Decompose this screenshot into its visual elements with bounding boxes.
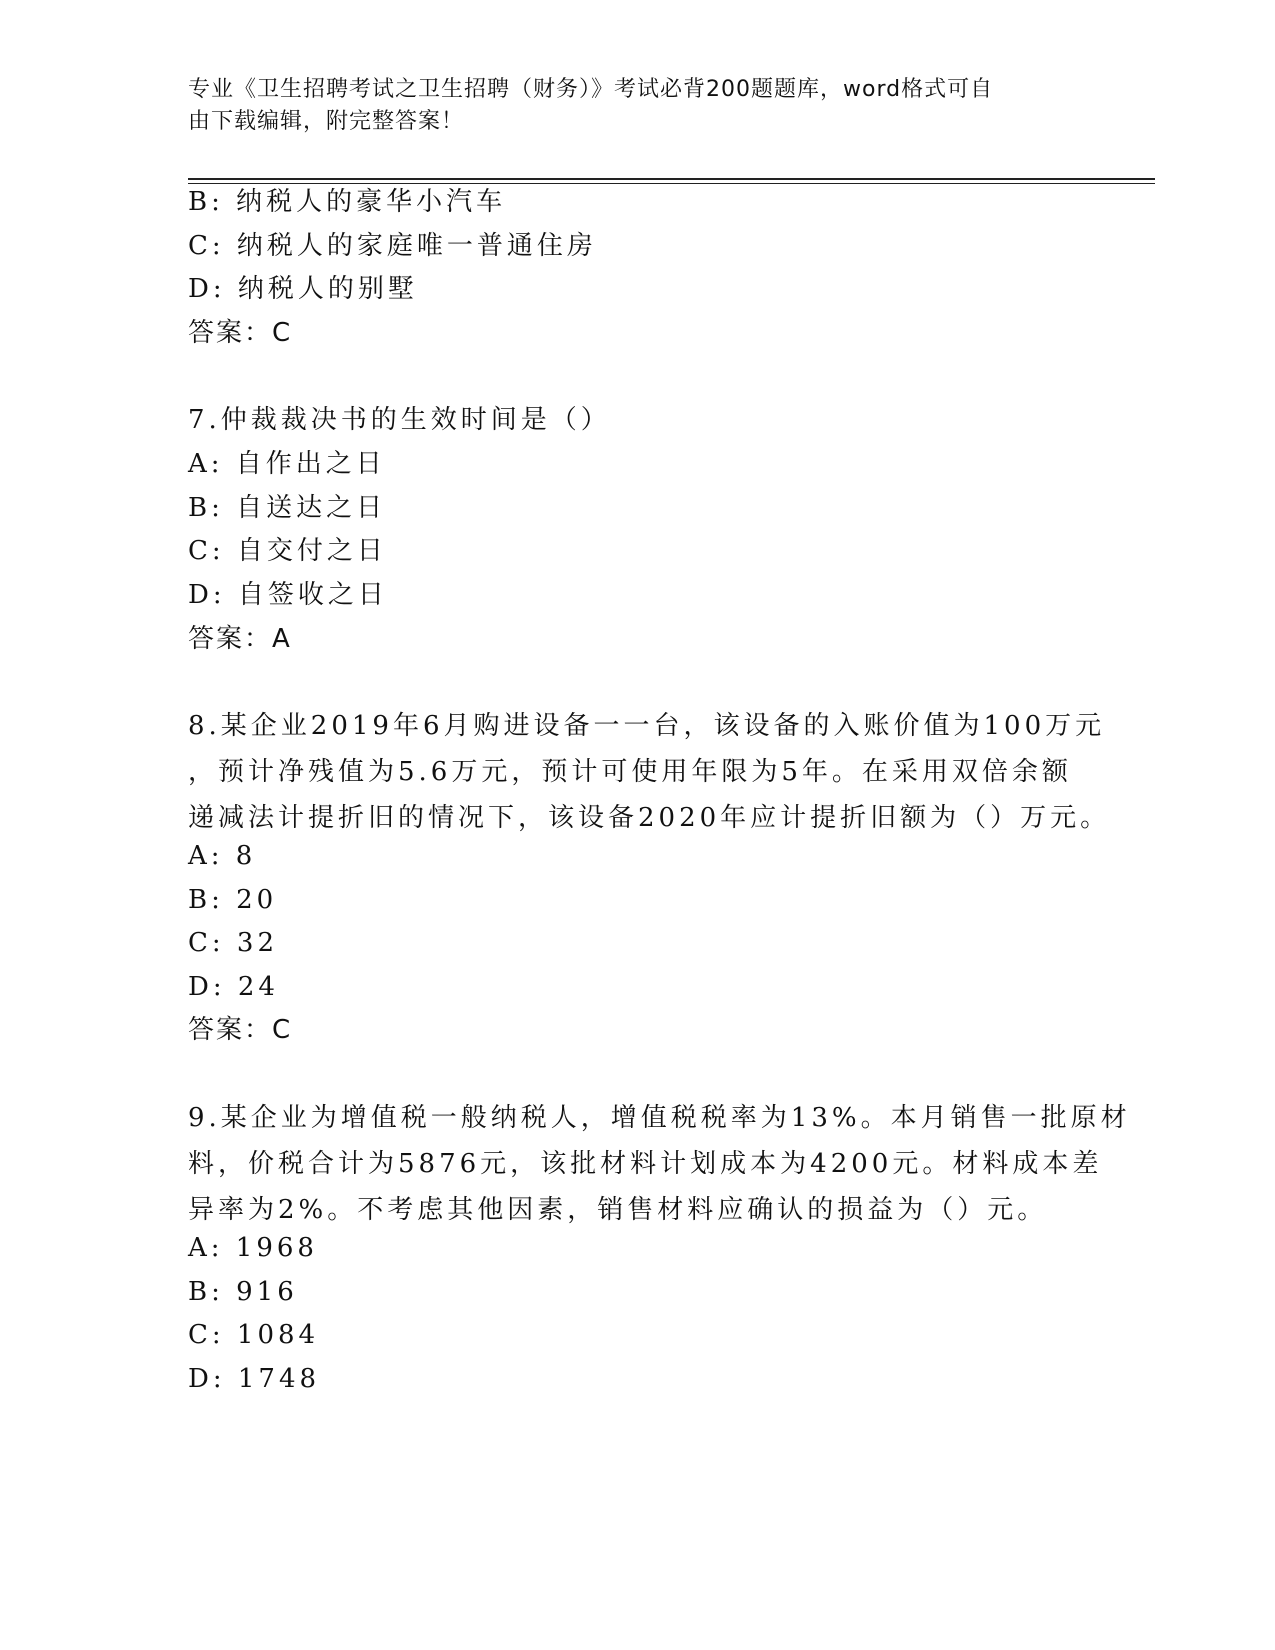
- q8-option-a: A: 8: [188, 841, 257, 871]
- q6-option-c: C: 纳税人的家庭唯一普通住房: [188, 231, 597, 261]
- q8-question-line-1: 8.某企业2019年6月购进设备一一台，该设备的入账价值为100万元: [188, 711, 1106, 741]
- q8-option-c: C: 32: [188, 928, 279, 958]
- header-line-1: 专业《卫生招聘考试之卫生招聘（财务）》考试必背200题题库，word格式可自: [188, 77, 994, 102]
- q9-option-c: C: 1084: [188, 1320, 320, 1350]
- q7-question: 7.仲裁裁决书的生效时间是（）: [188, 405, 611, 435]
- q8-option-b: B: 20: [188, 885, 278, 915]
- q7-answer: 答案：A: [188, 624, 292, 654]
- q9-option-a: A: 1968: [188, 1233, 318, 1263]
- q7-option-a: A: 自作出之日: [188, 449, 386, 479]
- q8-answer: 答案：C: [188, 1015, 293, 1045]
- header-line-2: 由下载编辑，附完整答案！: [188, 109, 465, 134]
- q9-question-line-1: 9.某企业为增值税一般纳税人，增值税税率为13%。本月销售一批原材: [188, 1103, 1131, 1133]
- q6-option-b: B: 纳税人的豪华小汽车: [188, 187, 507, 217]
- q8-option-d: D: 24: [188, 972, 279, 1002]
- q7-option-b: B: 自送达之日: [188, 493, 387, 523]
- q6-answer: 答案：C: [188, 318, 293, 348]
- q6-option-d: D: 纳税人的别墅: [188, 274, 418, 304]
- q9-option-d: D: 1748: [188, 1364, 321, 1394]
- q7-option-c: C: 自交付之日: [188, 536, 387, 566]
- q9-option-b: B: 916: [188, 1277, 298, 1307]
- header-divider-thick: [188, 178, 1155, 180]
- document-header: [188, 74, 1068, 138]
- q8-question-line-3: 递减法计提折旧的情况下，该设备2020年应计提折旧额为（）万元。: [188, 803, 1111, 833]
- q7-option-d: D: 自签收之日: [188, 580, 388, 610]
- q9-question-line-3: 异率为2%。不考虑其他因素，销售材料应确认的损益为（）元。: [188, 1195, 1048, 1225]
- q9-question-line-2: 料，价税合计为5876元，该批材料计划成本为4200元。材料成本差: [188, 1149, 1103, 1179]
- q8-question-line-2: ，预计净残值为5.6万元，预计可使用年限为5年。在采用双倍余额: [188, 757, 1072, 787]
- q9-question: [188, 1095, 1131, 1233]
- q8-question: [188, 703, 1111, 841]
